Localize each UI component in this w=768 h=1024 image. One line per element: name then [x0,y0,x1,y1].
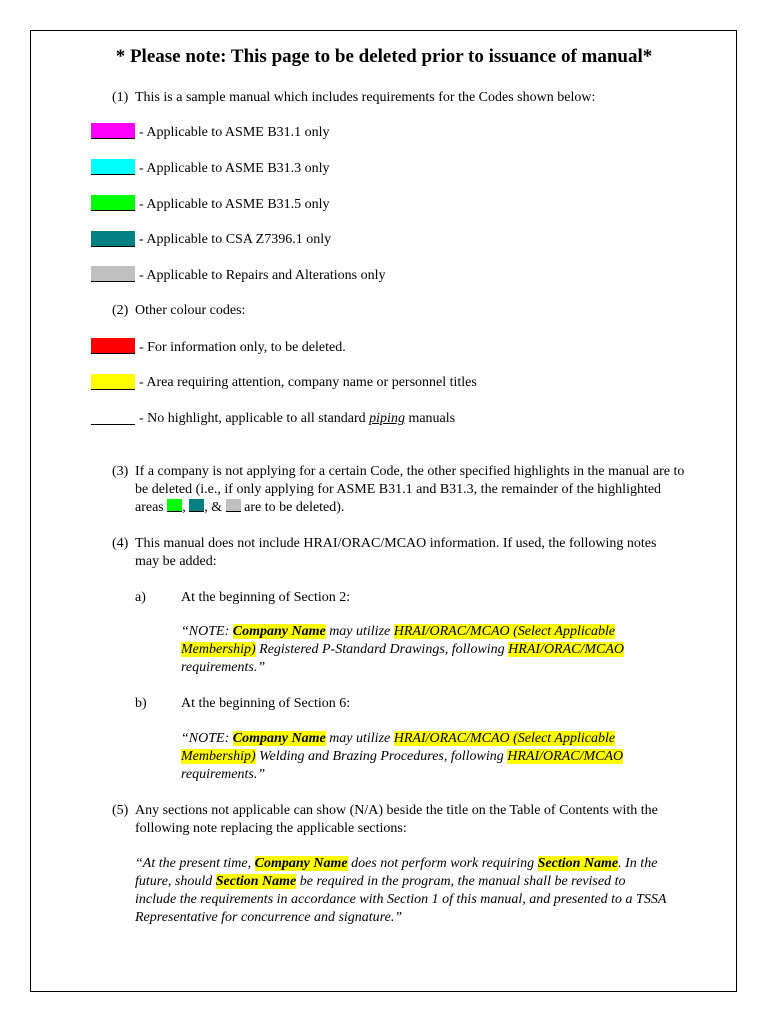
item4a-letter: a) [135,590,146,605]
q4b-end: requirements.” [181,767,266,782]
legend-b31-5: - Applicable to ASME B31.5 only [139,197,330,212]
no-highlight-post: manuals [404,411,456,426]
legend-b31-1: - Applicable to ASME B31.1 only [139,125,330,140]
q5-1: “At the present time, [135,856,255,871]
item3-text-b: are to be deleted). [240,500,345,515]
q4a-mid: Registered P-Standard Drawings, following [255,642,509,657]
q5-2: does not perform work requiring [347,856,538,871]
q4b-may: may utilize [325,731,394,746]
item3-text-a: If a company is not applying for a certain Code, the other specified highlights in the manual are to be deleted (i.e., if only applying for ASME B31.1 and B31.3, the remainder of the highlighted areas [135,464,685,515]
blank-line [91,409,135,425]
item5-quote [135,855,670,927]
item2-number: (2) [112,303,129,318]
item4b-letter: b) [135,696,147,711]
item3-text [135,463,685,517]
legend-attention: - Area requiring attention, company name or personnel titles [139,375,477,390]
item3-sep2: , & [204,500,226,515]
swatch-info [91,338,135,354]
item4b-text: At the beginning of Section 6: [181,696,351,711]
item4-number: (4) [112,536,129,551]
swatch-b31-5 [91,195,135,211]
item5-text: Any sections not applicable can show (N/A) beside the title on the Table of Contents with the following note replacing the applicable sections: [135,803,658,836]
legend-no-highlight [139,410,455,428]
no-highlight-pre: - No highlight, applicable to all standard [139,411,370,426]
item1-text: This is a sample manual which includes requirements for the Codes shown below: [135,90,596,105]
legend-repairs: - Applicable to Repairs and Alterations only [139,268,386,283]
item1-number: (1) [112,90,129,105]
q4a-hrai: HRAI/ORAC/MCAO [508,642,625,657]
q4a-select: HRAI/ORAC/MCAO (Select Applicable Membership) [181,624,616,657]
swatch-attention [91,374,135,390]
item4-text: This manual does not include HRAI/ORAC/MCAO information. If used, the following notes may be added: [135,536,657,569]
swatch-repairs [91,266,135,282]
q5-3: . In the future, should [135,856,658,889]
swatch-b31-1 [91,123,135,139]
q4b-open: “NOTE: [181,731,233,746]
q4a-company: Company Name [232,624,326,639]
legend-csa: - Applicable to CSA Z7396.1 only [139,232,332,247]
q5-section2: Section Name [215,874,297,889]
item3-number: (3) [112,464,129,479]
mini-swatch-grey [226,499,241,512]
q4a-open: “NOTE: [181,624,233,639]
mini-swatch-green [167,499,182,512]
q4a-may: may utilize [325,624,394,639]
q4b-hrai: HRAI/ORAC/MCAO [507,749,624,764]
q5-company: Company Name [254,856,348,871]
item4a-text: At the beginning of Section 2: [181,590,351,605]
page-title: * Please note: This page to be deleted prior to issuance of manual* [115,46,653,67]
item5-number: (5) [112,803,129,818]
q5-4: be required in the program, the manual shall be revised to include the requirements in accordance with Section 1 of this manual, and presented to a TSSA Representative for concurrence and signature.” [135,874,667,925]
no-highlight-emph: piping [369,411,405,426]
item4b-quote [181,730,671,784]
item2-text: Other colour codes: [135,303,246,318]
legend-info: - For information only, to be deleted. [139,340,346,355]
q5-section1: Section Name [537,856,619,871]
q4b-company: Company Name [232,731,326,746]
swatch-csa [91,231,135,247]
item4a-quote [181,623,671,677]
swatch-b31-3 [91,159,135,175]
mini-swatch-teal [189,499,204,512]
q4a-end: requirements.” [181,660,266,675]
legend-b31-3: - Applicable to ASME B31.3 only [139,161,330,176]
q4b-mid: Welding and Brazing Procedures, following [255,749,508,764]
q4b-select: HRAI/ORAC/MCAO (Select Applicable Membership) [181,731,616,764]
item3-sep1: , [182,500,190,515]
